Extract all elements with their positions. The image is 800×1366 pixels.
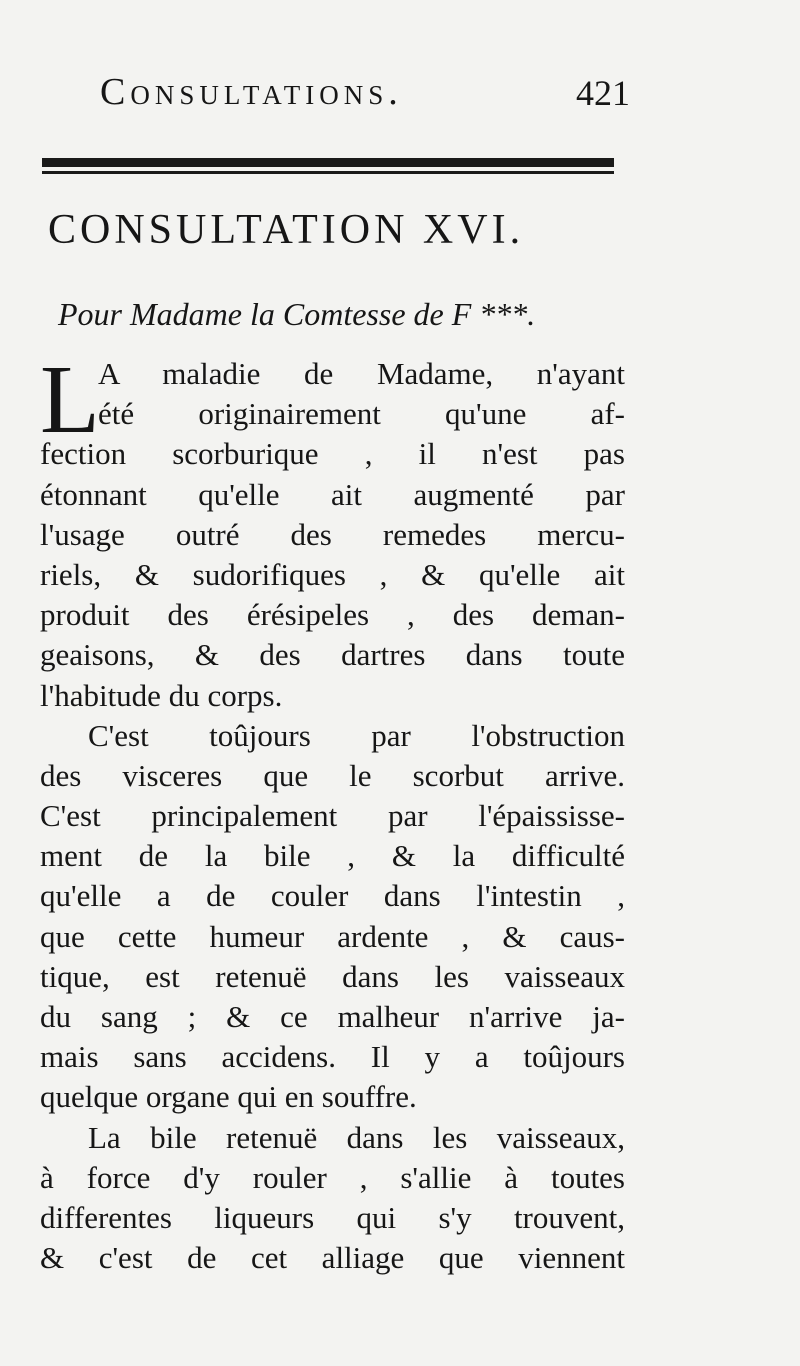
text-line: l'habitude du corps. xyxy=(40,677,283,713)
text-line: C'est principalement par l'épaississe- xyxy=(40,798,625,834)
running-head xyxy=(100,70,640,130)
text-line: étonnant qu'elle ait augmenté par xyxy=(40,476,625,512)
text-line: des visceres que le scorbut arrive. xyxy=(40,757,625,793)
text-line: été originairement qu'une af- xyxy=(98,396,625,432)
text-line: du sang ; & ce malheur n'arrive ja- xyxy=(40,999,625,1034)
text-line: à force d'y rouler , s'allie à toutes xyxy=(40,1159,625,1195)
text-line: que cette humeur ardente , & caus- xyxy=(40,918,625,954)
page-number: 421 xyxy=(576,73,630,113)
text-line: mais sans accidens. Il y a toûjours xyxy=(40,1039,625,1075)
text-line: La bile retenuë dans les vaisseaux, xyxy=(88,1119,625,1155)
rule-thin-line xyxy=(42,171,614,174)
consultation-heading: CONSULTATION XVI. xyxy=(48,207,525,253)
consultation-subheading: Pour Madame la Comtesse de F ***. xyxy=(58,296,536,332)
text-line: tique, est retenuë dans les vaisseaux xyxy=(40,958,625,994)
text-line: l'usage outré des remedes mercu- xyxy=(40,516,625,552)
text-line: C'est toûjours par l'obstruction xyxy=(88,717,625,753)
text-line: riels, & sudorifiques , & qu'elle ait xyxy=(40,556,625,592)
body-text xyxy=(40,346,625,1278)
text-line: geaisons, & des dartres dans toute xyxy=(40,637,625,673)
text-line: & c'est de cet alliage que viennent xyxy=(40,1240,625,1276)
running-head-title: Consultations. xyxy=(100,71,403,113)
text-line: A maladie de Madame, n'ayant xyxy=(98,356,625,391)
double-rule-divider xyxy=(42,158,614,176)
text-line: quelque organe qui en souffre. xyxy=(40,1079,417,1115)
text-line: qu'elle a de couler dans l'intestin , xyxy=(40,878,625,914)
text-line: produit des érésipeles , des deman- xyxy=(40,597,625,633)
text-line: fection scorburique , il n'est pas xyxy=(40,436,625,472)
rule-thick-line xyxy=(42,158,614,167)
drop-cap: L xyxy=(40,346,100,454)
text-line: differentes liqueurs qui s'y trouvent, xyxy=(40,1199,625,1235)
text-line: ment de la bile , & la difficulté xyxy=(40,838,625,874)
